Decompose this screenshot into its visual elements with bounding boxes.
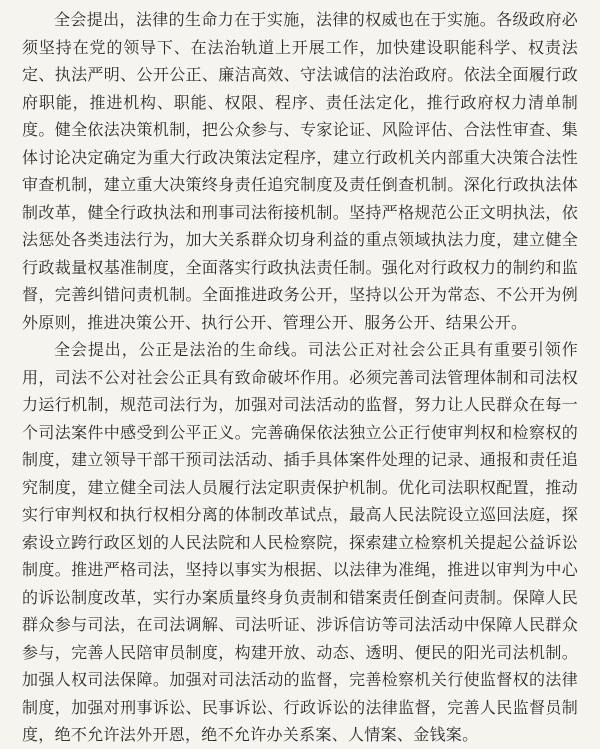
- paragraph-judicial-fairness: 全会提出，公正是法治的生命线。司法公正对社会公正具有重要引领作用，司法不公对社会公正具有致命破坏作用。必须完善司法管理体制和司法权力运行机制，规范司法行为，加强对司法活动的监督，努力让人民群众在每一个司法案件中感受到公平正义。完善确保依法独立公正行使审判权和检察权的制度，建立领导干部干预司法活动、插手具体案件处理的记录、通报和责任追究制度，建立健全司法人员履行法定职责保护机制。优化司法职权配置，推动实行审判权和执行权相分离的体制改革试点，最高人民法院设立巡回法庭，探索设立跨行政区划的人民法院和人民检察院，探索建立检察机关提起公益诉讼制度。推进严格司法，坚持以事实为根据、以法律为准绳，推进以审判为中心的诉讼制度改革，实行办案质量终身负责制和错案责任倒查问责制。保障人民群众参与司法，在司法调解、司法听证、涉诉信访等司法活动中保障人民群众参与，完善人民陪审员制度，构建开放、动态、透明、便民的阳光司法机制。加强人权司法保障。加强对司法活动的监督，完善检察机关行使监督权的法律制度，加强对刑事诉讼、民事诉讼、行政诉讼的法律监督，完善人民监督员制度，绝不允许法外开恩，绝不允许办关系案、人情案、金钱案。: [22, 340, 578, 744]
- paragraph-rule-of-law-government: 全会提出，法律的生命力在于实施，法律的权威也在于实施。各级政府必须坚持在党的领导下、在法治轨道上开展工作，加快建设职能科学、权责法定、执法严明、公开公正、廉洁高效、守法诚信的法治政府。依法全面履行政府职能，推进机构、职能、权限、程序、责任法定化，推行政府权力清单制度。健全依法决策机制，把公众参与、专家论证、风险评估、合法性审查、集体讨论决定确定为重大行政决策法定程序，建立行政机关内部重大决策合法性审查机制，建立重大决策终身责任追究制度及责任倒查机制。深化行政执法体制改革，健全行政执法和刑事司法衔接机制。坚持严格规范公正文明执法，依法惩处各类违法行为，加大关系群众切身利益的重点领域执法力度，建立健全行政裁量权基准制度，全面落实行政执法责任制。强化对行政权力的制约和监督，完善纠错问责机制。全面推进政务公开，坚持以公开为常态、不公开为例外原则，推进决策公开、执行公开、管理公开、服务公开、结果公开。: [22, 10, 578, 332]
